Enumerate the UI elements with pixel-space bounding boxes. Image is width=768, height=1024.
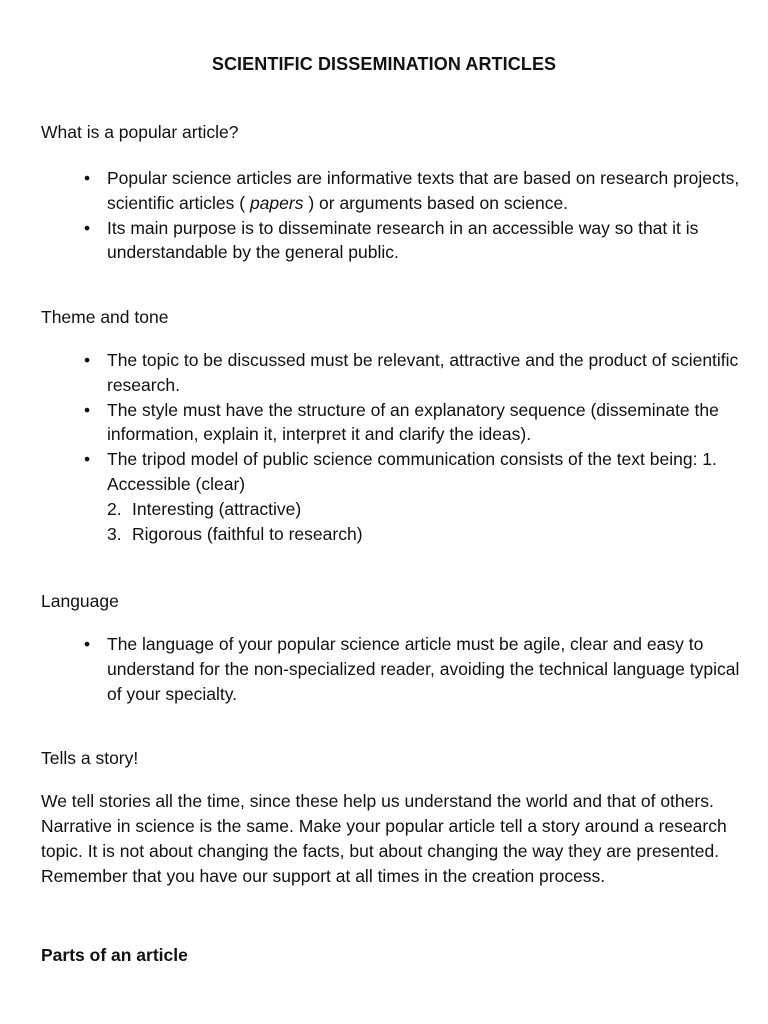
bullet-text: The tripod model of public science communication consists of the text being: 1. Accessible (clear) <box>107 449 717 494</box>
bullet-text: The style must have the structure of an explanatory sequence (disseminate the information, explain it, interpret it and clarify the ideas). <box>107 399 719 445</box>
list-item <box>0 398 768 448</box>
emphasis-text: papers <box>249 192 304 213</box>
bullet-text: The topic to be discussed must be relevant, attractive and the product of scientific research. <box>107 350 739 395</box>
numbered-item <box>0 497 768 522</box>
item-number: 3. <box>107 523 122 544</box>
paragraph-story <box>41 789 741 889</box>
paragraph-text: We tell stories all the time, since these help us understand the world and that of others. Narrative in science is the same. Make your popular article tell a story around a research topic. It is not about changing the facts, but about changing the way they are presented. <box>41 791 727 861</box>
list-item <box>0 447 768 497</box>
item-number: 2. <box>107 498 122 519</box>
paragraph-text: Remember that you have our support at all times in the creation process. <box>41 866 606 886</box>
bullet-text: The language of your popular science article must be agile, clear and easy to understand for the non-specialized reader, avoiding the technical language typical of your specialty. <box>107 634 740 704</box>
item-text: Rigorous (faithful to research) <box>132 523 363 544</box>
bullet-dot: • <box>84 634 91 654</box>
list-item <box>0 216 768 266</box>
numbered-item <box>0 522 768 547</box>
bullet-list-theme-and-tone <box>0 348 768 546</box>
bullet-dot: • <box>84 168 91 188</box>
list-item <box>0 166 768 216</box>
bullet-text: Popular science articles are informative texts that are based on research projects, scientific articles ( <box>107 168 740 213</box>
bullet-dot: • <box>84 217 91 238</box>
section-heading-language: Language <box>41 591 119 611</box>
bullet-text: ) or arguments based on science. <box>303 192 569 213</box>
bullet-list-popular-article <box>0 166 768 265</box>
section-heading-tells-a-story: Tells a story! <box>41 748 139 768</box>
bullet-list-language <box>0 632 768 706</box>
bullet-dot: • <box>84 449 91 470</box>
list-item <box>0 348 768 398</box>
bullet-dot: • <box>84 350 91 370</box>
item-text: Interesting (attractive) <box>132 498 302 519</box>
section-heading-parts-of-an-article: Parts of an article <box>41 945 188 965</box>
page-title: SCIENTIFIC DISSEMINATION ARTICLES <box>211 54 557 74</box>
section-heading-popular-article: What is a popular article? <box>41 122 239 142</box>
list-item <box>0 632 768 706</box>
section-heading-theme-and-tone: Theme and tone <box>41 307 169 327</box>
bullet-text: Its main purpose is to disseminate research in an accessible way so that it is understandable by the general public. <box>107 217 699 263</box>
bullet-dot: • <box>84 399 91 420</box>
